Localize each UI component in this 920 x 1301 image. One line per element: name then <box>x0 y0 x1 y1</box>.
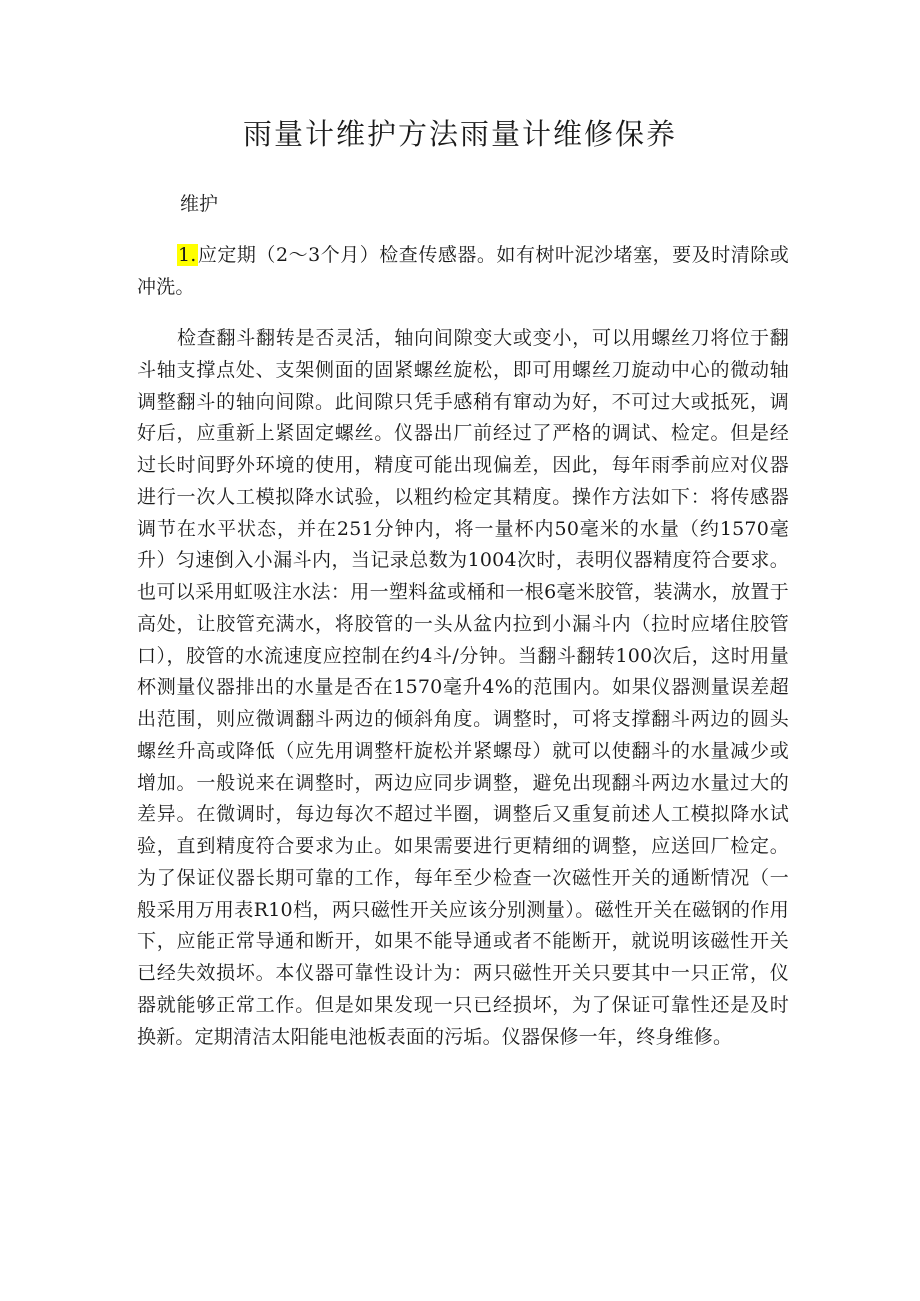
list-item-1 <box>137 240 789 303</box>
body-paragraph: 检查翻斗翻转是否灵活，轴向间隙变大或变小，可以用螺丝刀将位于翻斗轴支撑点处、支架侧面的固紧螺丝旋松，即可用螺丝刀旋动中心的微动轴调整翻斗的轴向间隙。此间隙只凭手感稍有窜动为好，不可过大或抵死，调好后，应重新上紧固定螺丝。仪器出厂前经过了严格的调试、检定。但是经过长时间野外环境的使用，精度可能出现偏差，因此，每年雨季前应对仪器进行一次人工模拟降水试验，以粗约检定其精度。操作方法如下：将传感器调节在水平状态，并在251分钟内，将一量杯内50毫米的水量（约1570毫升）匀速倒入小漏斗内，当记录总数为1004次时，表明仪器精度符合要求。也可以采用虹吸注水法：用一塑料盆或桶和一根6毫米胶管，装满水，放置于高处，让胶管充满水，将胶管的一头从盆内拉到小漏斗内（拉时应堵住胶管口），胶管的水流速度应控制在约4斗/分钟。当翻斗翻转100次后，这时用量杯测量仪器排出的水量是否在1570毫升4%的范围内。如果仪器测量误差超出范围，则应微调翻斗两边的倾斜角度。调整时，可将支撑翻斗两边的圆头螺丝升高或降低（应先用调整杆旋松并紧螺母）就可以使翻斗的水量减少或增加。一般说来在调整时，两边应同步调整，避免出现翻斗两边水量过大的差异。在微调时，每边每次不超过半圈，调整后又重复前述人工模拟降水试验，直到精度符合要求为止。如果需要进行更精细的调整，应送回厂检定。为了保证仪器长期可靠的工作，每年至少检查一次磁性开关的通断情况（一般采用万用表R10档，两只磁性开关应该分别测量）。磁性开关在磁钢的作用下，应能正常导通和断开，如果不能导通或者不能断开，就说明该磁性开关已经失效损坏。本仪器可靠性设计为：两只磁性开关只要其中一只正常，仪器就能够正常工作。但是如果发现一只已经损坏，为了保证可靠性还是及时换新。定期清洁太阳能电池板表面的污垢。仪器保修一年，终身维修。 <box>137 327 789 1048</box>
list-item-text: 应定期（2～3个月）检查传感器。如有树叶泥沙堵塞，要及时清除或冲洗。 <box>137 244 789 298</box>
list-item-number-highlight: 1. <box>178 244 197 266</box>
document-title: 雨量计维护方法雨量计维修保养 <box>242 117 677 151</box>
section-heading: 维护 <box>180 193 219 215</box>
